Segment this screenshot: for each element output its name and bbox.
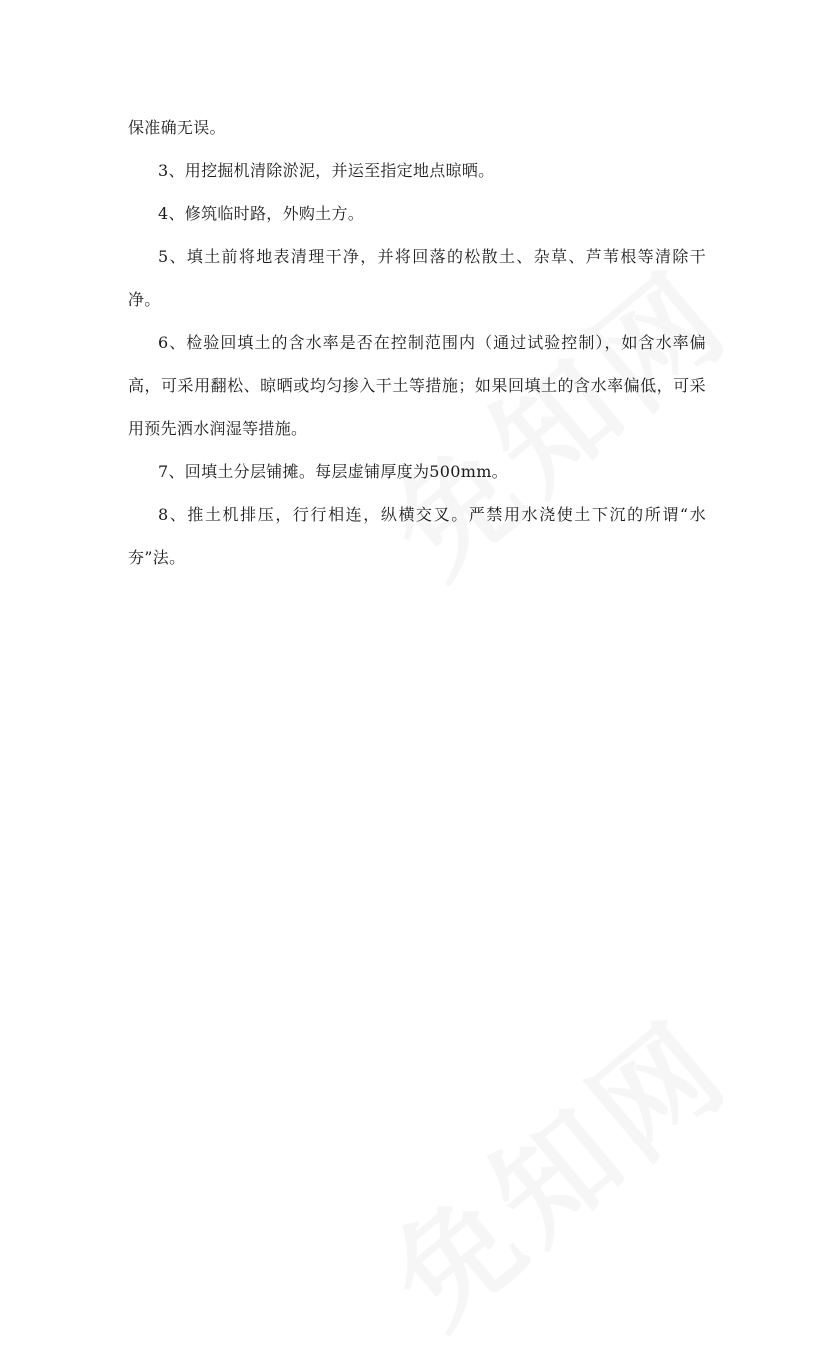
paragraph-step-8: 8、推土机排压，行行相连，纵横交叉。严禁用水浇使土下沉的所谓“水夯”法。 <box>128 505 706 567</box>
paragraph-step-3: 3、用挖掘机清除淤泥，并运至指定地点晾晒。 <box>158 161 495 180</box>
paragraph-step-6: 6、检验回填土的含水率是否在控制范围内（通过试验控制），如含水率偏高，可采用翻松、晾晒或均匀掺入干土等措施；如果回填土的含水率偏低，可采用预先洒水润湿等措施。 <box>128 333 706 438</box>
paragraph: 保准确无误。 <box>128 118 226 137</box>
paragraph-step-7: 7、回填土分层铺摊。每层虚铺厚度为500mm。 <box>158 462 508 481</box>
watermark <box>350 975 759 1357</box>
document-body <box>128 106 706 579</box>
paragraph-step-5: 5、填土前将地表清理干净，并将回落的松散土、杂草、芦苇根等清除干净。 <box>128 247 706 309</box>
paragraph-step-4: 4、修筑临时路，外购土方。 <box>158 204 365 223</box>
